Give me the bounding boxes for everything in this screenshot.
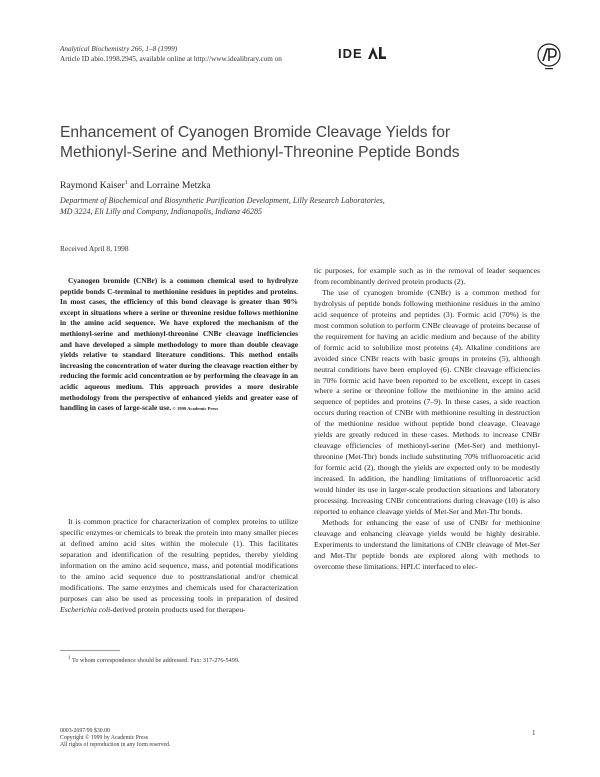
article-title — [60, 123, 530, 163]
body-paragraph — [60, 517, 298, 616]
imprint-price: 0003-2697/99 $30.00 — [60, 728, 110, 734]
author-name: Raymond Kaiser — [60, 180, 125, 192]
body-text: -derived protein products used for therapeu- — [110, 604, 246, 614]
received-date: Received April 8, 1998 — [60, 244, 129, 253]
page-number: 1 — [532, 729, 536, 737]
affiliation — [60, 195, 530, 217]
body-column-left — [60, 517, 298, 616]
abstract-text: Cyanogen bromide (CNBr) is a common chemical used to hydrolyze peptide bonds C-terminal to methionine residues in peptides and proteins. In most cases, the efficiency of this bond cleavage is greater than 90% except in situations where a serine or threonine residue follows methionine in the amino acid sequence. We have explored the mechanism of the methionyl-serine and methionyl-threonine CNBr cleavage inefficiencies and have developed a simple methodology to more than double cleavage yields relative to standard literature conditions. This method entails increasing the concentration of water during the cleavage reaction either by reducing the formic acid concentration or by performing the cleavage in an acidic aqueous medium. This approach provides a more desirable methodology from the perspective of enhanced yields and greater ease of handling in cases of large-scale use. — [60, 276, 298, 413]
title-line-2: Methionyl-Serine and Methionyl-Threonine Peptide Bonds — [60, 144, 460, 161]
footnote-divider — [60, 650, 120, 651]
affiliation-line-1: Department of Biochemical and Biosynthetic Purification Development, Lilly Research Laboratories, — [60, 196, 385, 205]
imprint-copyright: Copyright © 1999 by Academic Press — [60, 735, 148, 742]
svg-text:IDE: IDE — [338, 46, 363, 61]
footnote-number: 1 — [68, 655, 71, 661]
body-paragraph: The use of cyanogen bromide (CNBr) is a common method for hydrolysis of peptide bonds following methionine residues in the amino acid sequence of proteins and peptides (3). Formic acid (70%) is the most common solution to perform CNBr cleavage of proteins because of the requirement for having an acidic medium and because of the ability of formic acid to solubilize most proteins (4). Alkaline conditions are avoided since CNBr reacts with basic groups in proteins (5), although neutral conditions have been employed (6). CNBr cleavage efficiencies in 70% formic acid have been reported to be excellent, except in cases where a serine or threonine follow the methionine in the amino acid sequence of peptides and proteins (7–9). In these cases, a side reaction occurs during reaction of CNBr with methionine resulting in destruction of the methionine residue without peptide bond cleavage. Cleavage yields are greatly reduced in these cases. Methods to increase CNBr cleavage efficiencies of methionyl-serine (Met-Ser) and methionyl-threonine (Met-Thr) bonds include substituting 70% trifluoroacetic acid for formic acid (2), though the yields are expected only to be modestly increased. In addition, the handling limitations of trifluoroacetic acid would hinder its use in larger-scale production situations and laboratory processing. Increasing CNBr concentrations during cleavage (10) is also reported to enhance cleavage yields of Met-Ser and Met-Thr bonds. — [314, 287, 540, 516]
author-list — [60, 180, 211, 191]
affiliation-line-2: MD 3224, Eli Lilly and Company, Indianapolis, Indiana 46285 — [60, 207, 262, 216]
ideal-logo[interactable] — [338, 45, 388, 63]
title-line-1: Enhancement of Cyanogen Bromide Cleavage Yields for — [60, 124, 451, 141]
imprint-rights: All rights of reproduction in any form reserved. — [60, 742, 171, 749]
species-name: Escherichia coli — [60, 604, 111, 614]
publisher-logo — [536, 42, 562, 72]
abstract-copyright: © 1999 Academic Press — [171, 406, 219, 412]
footnote-text: To whom correspondence should be addressed. Fax: 317-276-5499. — [72, 657, 240, 665]
imprint — [60, 728, 170, 750]
body-paragraph: tic purposes, for example such as in the removal of leader sequences from recombinantly derived protein products (2). — [314, 266, 540, 286]
ap-publisher-mark-icon — [536, 42, 562, 72]
author-name-2: and Lorraine Metzka — [127, 180, 211, 192]
journal-line-2: Article ID abio.1998.2945, available online at http://www.idealibrary.com on — [60, 55, 282, 63]
footnote — [60, 654, 298, 665]
body-column-right — [314, 266, 540, 573]
footnote-marker[interactable]: 1 — [124, 180, 128, 186]
journal-line-1: Analytical Biochemistry 266, 1–8 (1999) — [60, 45, 178, 53]
body-paragraph: Methods for enhancing the ease of use of CNBr for methionine cleavage and enhancing cleavage yields would be highly desirable. Experiments to understand the limitations of CNBr cleavage of Met-Ser and Met-Thr peptide bonds are explored along with methods to overcome these limitations. HPLC interfaced to elec- — [314, 517, 540, 571]
abstract — [60, 276, 298, 415]
journal-citation — [60, 44, 282, 64]
ideal-logo-icon — [338, 45, 388, 63]
body-text: It is common practice for characterization of complex proteins to utilize specific enzymes or chemicals to break the protein into many smaller pieces at defined amino acid sites within the molecule (1). This facilitates separation and identification of the resulting peptides, thereby yielding information on the amino acid sequence, mass, and potential modifications to the amino acid sequence due to posttranslational and/or chemical modifications. The same enzymes and chemicals used for characterization purposes can also be used as processing tools in preparation of desired — [60, 517, 298, 603]
